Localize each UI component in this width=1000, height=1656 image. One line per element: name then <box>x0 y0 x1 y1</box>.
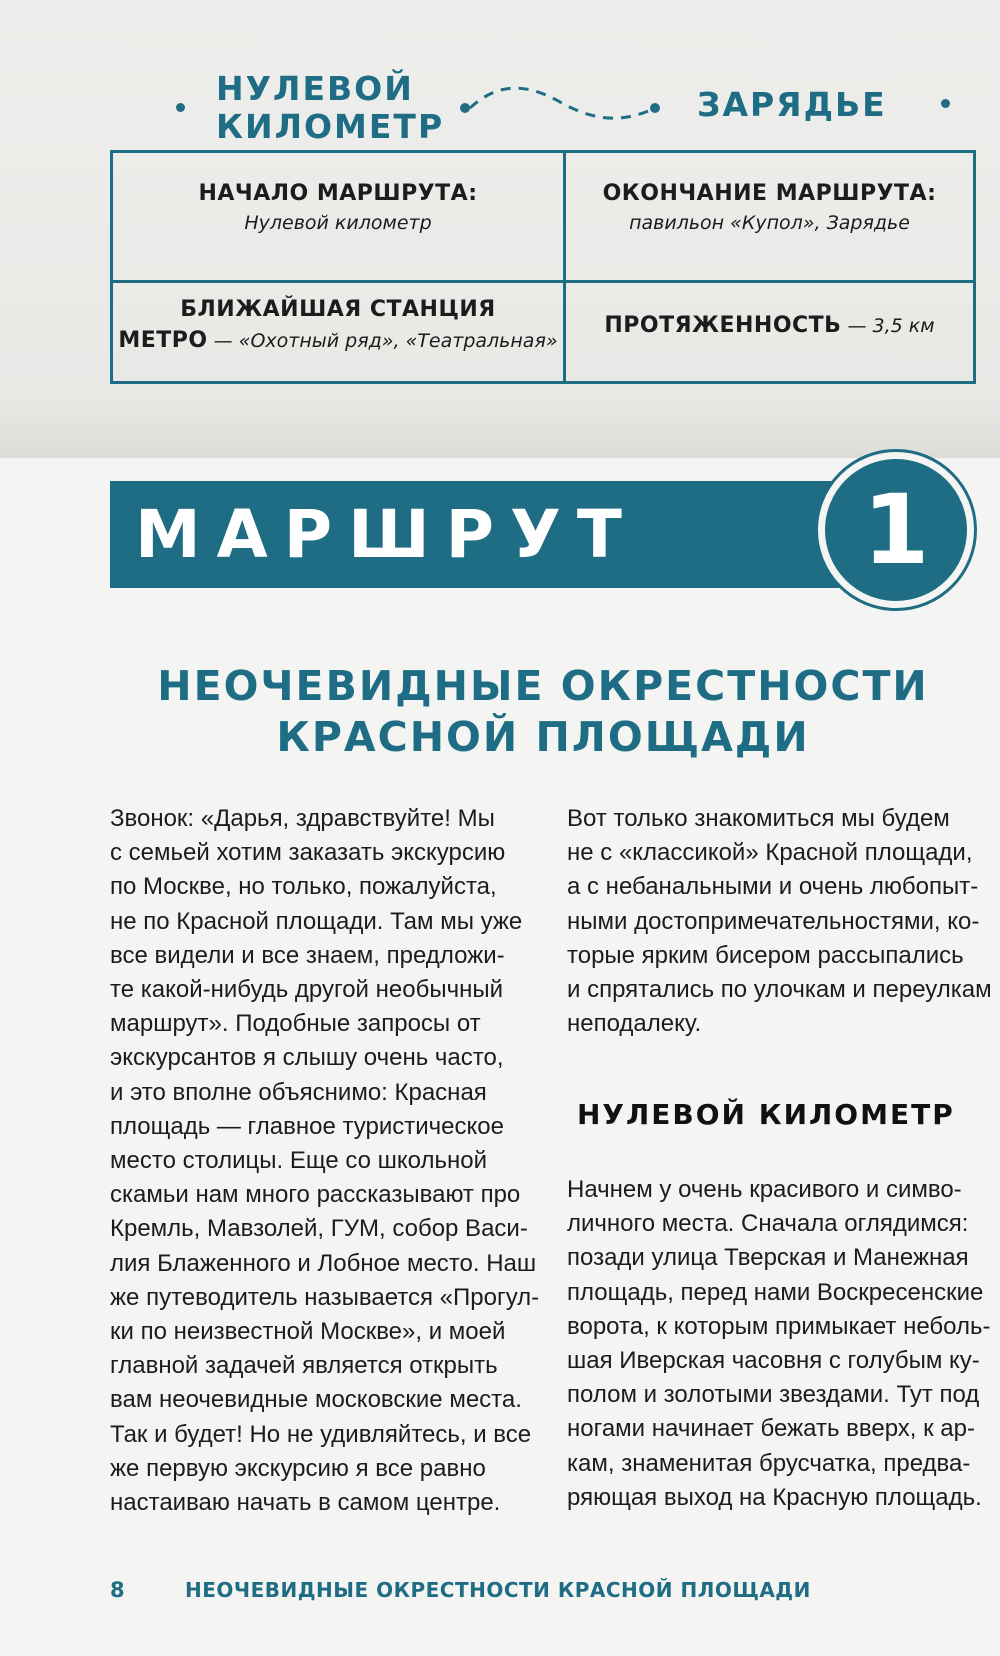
text-line: Так и будет! Но не удивляйтесь, и все <box>110 1420 532 1448</box>
text-line: с семьей хотим заказать экскурсию <box>110 839 506 867</box>
route-dashed-path <box>460 80 660 130</box>
route-number: 1 <box>862 474 930 586</box>
text-line: настаиваю начать в самом центре. <box>110 1489 501 1517</box>
body-right-section <box>567 1173 991 1515</box>
text-line: же первую экскурсию я все равно <box>110 1454 486 1482</box>
start-cell <box>113 153 563 280</box>
text-line: не по Красной площади. Там мы уже <box>110 907 523 935</box>
length-label: ПРОТЯЖЕННОСТЬ <box>604 313 842 338</box>
metro-dash: — <box>207 330 239 352</box>
length-value: 3,5 км <box>872 315 935 337</box>
text-line: маршрут». Подобные запросы от <box>110 1010 481 1038</box>
text-line: полом и золотыми звездами. Тут под <box>567 1381 980 1409</box>
text-line: Начнем у очень красивого и симво- <box>567 1176 962 1203</box>
route-end-title <box>697 86 887 124</box>
metro-cell <box>113 283 563 381</box>
text-line: личного места. Сначала оглядимся: <box>567 1210 969 1238</box>
running-title: НЕОЧЕВИДНЫЕ ОКРЕСТНОСТИ КРАСНОЙ ПЛОЩАДИ <box>185 1578 811 1602</box>
chapter-title-line1: НЕОЧЕВИДНЫЕ ОКРЕСТНОСТИ <box>157 662 929 710</box>
route-end-text: ЗАРЯДЬЕ <box>697 85 887 124</box>
text-line: ногами начинает бежать вверх, к ар- <box>567 1415 975 1443</box>
text-line: лия Блаженного и Лобное место. Наш <box>110 1249 537 1277</box>
route-start-text: НУЛЕВОЙ КИЛОМЕТР <box>216 69 445 146</box>
body-right-intro <box>567 802 992 1041</box>
text-line: площадь, перед нами Воскресенские <box>567 1278 984 1306</box>
text-line: скамьи нам много рассказывают про <box>110 1181 521 1209</box>
text-line: Вот только знакомиться мы будем <box>567 805 950 832</box>
start-value: Нулевой километр <box>244 212 432 234</box>
text-line: место столицы. Еще со школьной <box>110 1147 488 1175</box>
text-line: Кремль, Мавзолей, ГУМ, собор Васи- <box>110 1215 528 1243</box>
metro-label-line2: МЕТРО <box>118 328 208 353</box>
start-label: НАЧАЛО МАРШРУТА: <box>198 181 478 206</box>
route-start-dot <box>176 103 185 112</box>
text-line: вам неочевидные московские места. <box>110 1386 522 1414</box>
text-line: экскурсантов я слышу очень часто, <box>110 1044 504 1072</box>
text-line: торые ярким бисером рассыпались <box>567 941 964 969</box>
text-line: не с «классикой» Красной площади, <box>567 839 973 867</box>
page-number: 8 <box>110 1578 125 1602</box>
length-cell <box>566 283 973 381</box>
text-line: позади улица Тверская и Манежная <box>567 1244 969 1272</box>
text-line: ряющая выход на Красную площадь. <box>567 1483 982 1511</box>
body-left-column <box>110 802 540 1520</box>
text-line: шая Иверская часовня с голубым ку- <box>567 1347 980 1375</box>
metro-value: «Охотный ряд», «Театральная» <box>238 330 558 352</box>
route-start-title <box>216 69 445 146</box>
text-line: те какой-нибудь другой необычный <box>110 976 503 1004</box>
end-label: ОКОНЧАНИЕ МАРШРУТА: <box>602 181 937 206</box>
chapter-title-line2: КРАСНОЙ ПЛОЩАДИ <box>276 713 810 761</box>
section-heading: НУЛЕВОЙ КИЛОМЕТР <box>577 1098 955 1131</box>
route-end-dot <box>941 99 950 108</box>
text-line: ки по неизвестной Москве», и моей <box>110 1318 506 1346</box>
text-line: ными достопримечательностями, ко- <box>567 907 980 935</box>
text-line: же путеводитель называется «Прогул- <box>110 1283 540 1311</box>
metro-label-line1: БЛИЖАЙШАЯ СТАНЦИЯ <box>180 297 496 322</box>
text-line: по Москве, но только, пожалуйста, <box>110 873 497 901</box>
text-line: и спрятались по улочкам и переулкам <box>567 976 992 1004</box>
text-line: неподалеку. <box>567 1010 702 1038</box>
length-dash: — <box>841 315 873 337</box>
text-line: главной задачей является открыть <box>110 1352 498 1380</box>
text-line: все видели и все знаем, предложи- <box>110 941 505 969</box>
route-banner-title: МАРШРУТ <box>135 496 638 573</box>
text-line: а с небанальными и очень любопыт- <box>567 873 979 901</box>
text-line: ворота, к которым примыкает неболь- <box>567 1312 991 1340</box>
text-line: площадь — главное туристическое <box>110 1112 504 1140</box>
end-cell <box>566 153 973 280</box>
end-value: павильон «Купол», Зарядье <box>629 212 910 234</box>
route-number-badge <box>818 452 974 608</box>
route-info-table <box>110 150 976 384</box>
text-line: Звонок: «Дарья, здравствуйте! Мы <box>110 805 495 832</box>
text-line: и это вполне объяснимо: Красная <box>110 1078 487 1106</box>
text-line: кам, знаменитая брусчатка, предва- <box>567 1449 971 1477</box>
